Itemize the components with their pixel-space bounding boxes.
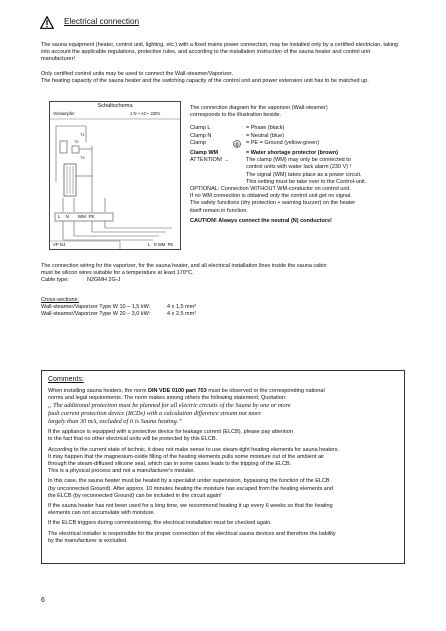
optional-line: itself remain in function. — [190, 207, 248, 214]
diagram-control-terminals: L N WM PE — [148, 242, 174, 247]
comments-line: elements can not accumulate with moisture. — [48, 510, 155, 517]
attention-label: ATTENTION! → — [190, 157, 230, 164]
comments-line: by the manufacturer is excluded. — [48, 537, 128, 544]
intro-paragraph-2 — [41, 71, 405, 85]
comments-box — [41, 370, 405, 564]
ground-symbol-icon — [232, 140, 242, 148]
clamp-wm-row — [190, 150, 405, 157]
diagram-t1-label: T1 — [80, 133, 85, 137]
intro-paragraph-1: The sauna equipment (heater, control unit, lighting, etc.) with a fixed mains power connection, may be installed only by a certified electrician, taking into account the applicable regulations, protective rules, and according to the installation instruction of the sauna heater and control unit manufacturer! — [41, 42, 399, 63]
comments-line: It may happen that the magnesium-oxide filling of the heating elements pulls some moisture out of the ambient air — [48, 453, 325, 460]
comments-line: If the appliance is equipped with a protective device for leakage current (ELCB), please pay attention — [48, 429, 293, 436]
clamp-row — [190, 140, 405, 147]
optional-line: If no WM connection is obtained only the control unit get no signal. — [190, 193, 352, 200]
cross-sections-title: Cross-sections: — [41, 297, 79, 303]
attention-line: The clamp (WM) may only be connected to — [246, 157, 351, 164]
clamp-wm-value: = Water shortage protector (brown) — [246, 150, 338, 157]
comments-line: This is a physical process and not a manufacturer's mistake. — [48, 468, 195, 475]
cross-section-value: 4 x 2,5 mm² — [167, 311, 197, 318]
cross-section-label: Wall-steamer/Vaporizer Type W 10 – 1,5 kW: — [41, 304, 151, 311]
clamp-row — [190, 125, 405, 132]
warning-icon — [40, 16, 54, 29]
comments-line: If the sauna heater has not been used for a long time, we recommend heating it up every 6 weeks so that the heating — [48, 503, 333, 510]
diagram-t2-label: T2 — [74, 140, 79, 144]
comments-line: norms and legal requirements. The norm makes among others the following statement; Quotation: — [48, 395, 287, 402]
comments-line: the ELCB (by reconnected Ground) can be included in the circuit again! — [48, 492, 222, 499]
comments-line: through the steam-diffused silicone seal, which can in some cases leads to the tripping of the ELCB. — [48, 461, 292, 467]
wiring-diagram — [49, 101, 181, 250]
cross-sections — [41, 297, 405, 319]
clamp-intro-line: corresponds to the illustration beside. — [190, 112, 282, 119]
cable-type-label: Cable type: — [41, 277, 69, 284]
clamp-wm-label: Clamp WM — [190, 150, 219, 157]
comments-line: (by unconnected Ground). After approx. 10 minutes heating the moisture has escaped from the heating elements and — [48, 485, 333, 492]
comments-line: In this case, the sauna heater must be heated by a specialist under supervision, bypassing the function of the ELCB — [48, 478, 330, 485]
quotation-line: fault current protection device (RCDs) with a calculation difference stream not more — [48, 410, 262, 417]
clamp-row-value: = Phase (black) — [246, 125, 285, 132]
clamp-intro-line: The connection diagram for the vaporizer (Wall-steamer) — [190, 105, 328, 111]
wiring-diagram-drawing — [50, 102, 180, 249]
attention-line: This setting must be take over to the Control-unit. — [246, 178, 367, 185]
cross-section-value: 4 x 1,5 mm² — [167, 304, 197, 311]
intro-line: The heating capacity of the sauna heater and the switching capacity of the control unit and power extension unit has to be matched up. — [41, 78, 369, 85]
page-number: 6 — [41, 597, 45, 604]
comments-text: must be observed or the corresponding national — [206, 388, 325, 394]
quotation-line: „ The additional protection must be planned for all electric circuits of the Sauna by one or more — [48, 402, 291, 410]
wiring-line: The connection wiring for the vaporizer, for the sauna heater, and all electrical installation lines inside the sauna cabin — [41, 263, 327, 269]
diagram-terminal-labels: L N WM PE — [58, 214, 95, 219]
comments-line: to the fact that no other electrical units will be protected by this ELCB. — [48, 436, 218, 443]
clamp-row-value: = PE = Ground (yellow-green) — [246, 139, 320, 146]
comments-line: According to the current state of technic, it does not make sense to use steam-tight heating elements for sauna heaters. — [48, 446, 340, 453]
diagram-vendor-label: Verdampfer — [53, 111, 75, 116]
cross-section-row — [41, 304, 405, 311]
cable-type-value: N2GMH 2G-J — [87, 277, 121, 284]
clamp-row-label: Clamp — [190, 139, 206, 146]
comments-line: If the ELCB triggers during commissioning, the electrical installation must be checked again. — [48, 520, 272, 527]
attention-line: The signal (WM) takes place as a power circuit. — [246, 171, 362, 178]
clamp-row-value: = Neutral (blue) — [246, 132, 285, 139]
optional-line: The safety functions (dry protection + warning buzzer) on the heater — [190, 200, 356, 207]
cross-section-label: Wall-steamer/Vaporizer Type W 20 – 3,0 kW: — [41, 311, 151, 318]
optional-line: OPTIONAL: Connection WITHOUT WM-conductor on control unit. — [190, 186, 351, 193]
diagram-t3-label: T3 — [80, 156, 85, 160]
diagram-voltage-label: 1 N ~ AC~ 230V — [130, 111, 161, 116]
clamp-row — [190, 133, 405, 140]
comments-norm-line — [48, 388, 398, 395]
section-title: Electrical connection — [64, 17, 140, 26]
clamp-row-label: Clamp N — [190, 132, 212, 139]
comments-text: When installing sauna heaters, the norm — [48, 388, 148, 394]
diagram-model-label: VP 5/4 — [53, 242, 66, 247]
attention-line: control units with water lack alarm (230 V) ! — [246, 164, 352, 171]
wiring-requirements — [41, 263, 405, 285]
intro-line: Only certified control units may be used to connect the Wall-steamer/Vaporizer. — [41, 71, 233, 77]
comments-content — [48, 375, 398, 545]
cross-section-row — [41, 311, 405, 318]
clamp-row-label: Clamp L — [190, 125, 211, 132]
norm-reference: DIN VDE 0100 part 703 — [147, 388, 207, 394]
wiring-line: must be silicon wires suitable for a temperature at least 170°C. — [41, 270, 194, 277]
quotation-line: largely than 30 mA, excluded of it is Sauna heating.” — [48, 417, 182, 425]
comments-line: The electrical installer is responsible for the proper connection of the electrical sauna devices and therefore the liability — [48, 530, 336, 537]
diagram-title: Schaltschema — [97, 103, 133, 109]
comments-title: Comments: — [48, 376, 84, 383]
clamp-description — [190, 105, 405, 225]
cable-type-row — [41, 277, 405, 284]
attention-block — [190, 157, 405, 186]
caution-note: CAUTION! Always connect the neutral (N) conductors! — [190, 217, 332, 224]
